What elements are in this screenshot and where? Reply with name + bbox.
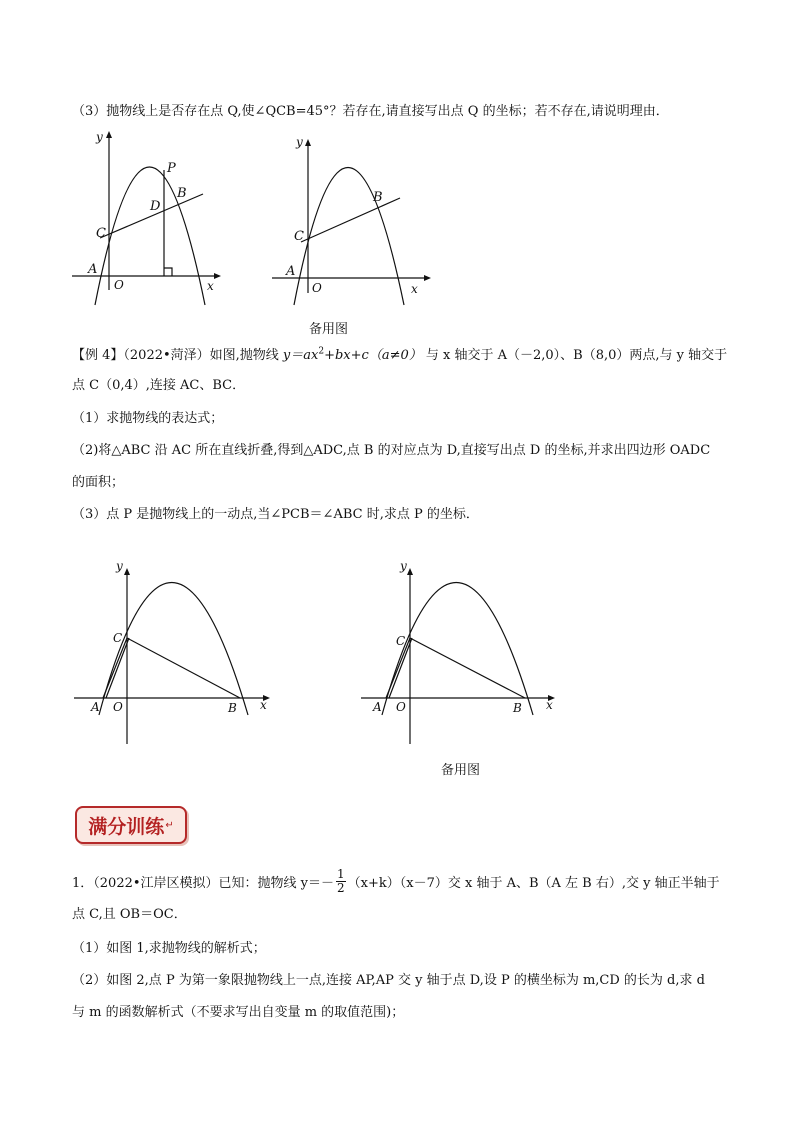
- section-badge: [75, 806, 187, 844]
- section-badge-label: 满分训练: [88, 815, 165, 838]
- fig2-label-c: C: [294, 229, 304, 244]
- fig1-label-o: O: [114, 278, 124, 292]
- fig2-label-o: O: [312, 281, 322, 295]
- problem1-line1: [72, 867, 720, 897]
- problem1-fraction: [336, 868, 346, 895]
- example4-q1: （1）求抛物线的表达式；: [72, 411, 224, 426]
- fig2-caption: 备用图: [309, 322, 349, 337]
- problem1-line1-suffix: （x+k）（x－7）交 x 轴于 A、B（A 左 B 右）,交 y 轴正半轴于: [347, 876, 720, 891]
- fig3-label-x: x: [260, 698, 267, 712]
- problem1-q1: （1）如图 1,求抛物线的解析式；: [72, 941, 266, 956]
- fig4-label-c: C: [396, 634, 406, 648]
- section-badge-mark: ↵: [165, 819, 174, 831]
- fig1-label-a: A: [88, 262, 98, 277]
- fig2-label-a: A: [286, 264, 296, 279]
- problem1-frac-num: 1: [337, 867, 345, 881]
- example4-line1-suffix: 与 x 轴交于 A（－2,0）、B（8,0）两点,与 y 轴交于: [421, 348, 728, 363]
- fig3-label-b: B: [228, 701, 237, 715]
- fig4-caption: 备用图: [441, 763, 481, 778]
- fig4-label-x: x: [546, 698, 553, 712]
- problem1-line2: 点 C,且 OB＝OC．: [72, 907, 187, 922]
- fig2-label-b: B: [373, 190, 383, 205]
- example4-q2-line2: 的面积；: [72, 475, 125, 490]
- example4-q3: （3）点 P 是抛物线上的一动点,当∠PCB＝∠ABC 时,求点 P 的坐标．: [72, 507, 479, 522]
- fig1-label-p: P: [167, 161, 176, 176]
- fig3-label-o: O: [113, 700, 123, 714]
- problem1-line1-prefix: 1．（2022•江岸区模拟）已知：抛物线 y＝－: [72, 876, 334, 891]
- example4-line2: 点 C（0,4）,连接 AC、BC．: [72, 378, 246, 393]
- fig4-label-b: B: [513, 701, 522, 715]
- problem1-q2-line2: 与 m 的函数解析式（不要求写出自变量 m 的取值范围)；: [72, 1005, 405, 1020]
- fig4-label-o: O: [396, 700, 406, 714]
- example4-line1-prefix: 【例 4】（2022•菏泽）如图,抛物线: [72, 348, 283, 363]
- problem1-frac-den: 2: [337, 881, 345, 895]
- fig4-parabola-curve: [382, 583, 533, 716]
- fig2-label-y: y: [296, 135, 303, 149]
- example4-formula-sup: 2: [318, 346, 325, 357]
- fig1-label-y: y: [96, 130, 103, 144]
- fig4-segment-cb: [410, 638, 525, 698]
- fig1-label-x: x: [207, 279, 214, 293]
- fig3-label-c: C: [113, 631, 123, 645]
- fig3-label-a: A: [91, 700, 100, 714]
- example4-q2-line1: （2)将△ABC 沿 AC 所在直线折叠,得到△ADC,点 B 的对应点为 D,直接写出点 D 的坐标,并求出四边形 OADC: [72, 443, 711, 458]
- fig1-label-c: C: [96, 226, 106, 241]
- fig1-label-b: B: [177, 186, 187, 201]
- example4-formula-b: +bx+c（a≠0）: [324, 348, 422, 363]
- fig3-label-y: y: [116, 559, 123, 573]
- fig4-y-arrow: [407, 568, 413, 575]
- fig2-label-x: x: [411, 282, 418, 296]
- fig4-label-y: y: [400, 559, 407, 573]
- fig1-label-d: D: [150, 199, 161, 214]
- problem1-q2-line1: （2）如图 2,点 P 为第一象限抛物线上一点,连接 AP,AP 交 y 轴于点 D,设 P 的横坐标为 m,CD 的长为 d,求 d: [72, 973, 705, 988]
- example4-formula-a: y＝ax: [282, 348, 319, 363]
- fig4-label-a: A: [373, 700, 382, 714]
- question-3-text: （3）抛物线上是否存在点 Q,使∠QCB=45°？若存在,请直接写出点 Q 的坐标；若不存在,请说明理由．: [72, 104, 669, 119]
